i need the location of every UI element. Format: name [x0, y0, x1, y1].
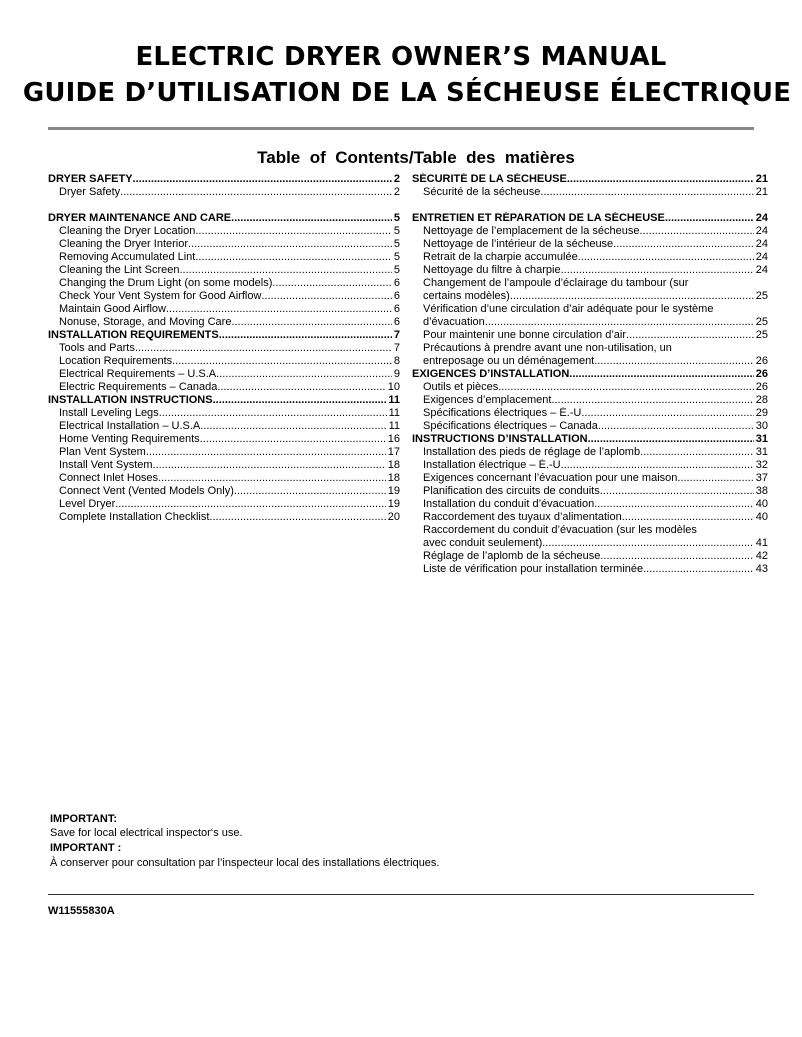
- toc-page-number: 5: [393, 238, 400, 250]
- toc-page-number: 25: [755, 316, 768, 328]
- toc-dot-leader: [594, 498, 754, 511]
- toc-entry[interactable]: [48, 420, 400, 433]
- toc-page-number: 18: [387, 459, 400, 471]
- toc-entry-label-continued: entreposage ou un déménagement: [423, 355, 595, 367]
- document-number: W11555830A: [48, 905, 115, 917]
- toc-entry-label: Location Requirements: [59, 355, 173, 367]
- toc-entry[interactable]: [412, 407, 768, 420]
- toc-dot-leader: [261, 290, 391, 303]
- manual-title-english: ELECTRIC DRYER OWNER’S MANUAL: [135, 42, 667, 72]
- toc-page-number: 19: [387, 498, 400, 510]
- toc-entry-label-continued: avec conduit seulement): [423, 537, 543, 549]
- toc-entry[interactable]: [48, 303, 400, 316]
- toc-entry-label: Exigences d’emplacement: [423, 394, 552, 406]
- toc-page-number: 29: [755, 407, 768, 419]
- toc-entry[interactable]: [412, 394, 768, 407]
- toc-dot-leader: [540, 186, 753, 199]
- toc-entry[interactable]: [412, 446, 768, 459]
- toc-dot-leader: [542, 537, 754, 550]
- toc-page-number: 19: [387, 485, 400, 497]
- toc-entry-label: Cleaning the Lint Screen: [59, 264, 180, 276]
- toc-page-number: 17: [387, 446, 400, 458]
- toc-dot-leader: [217, 381, 385, 394]
- toc-dot-leader: [564, 459, 754, 472]
- toc-page-number: 21: [755, 173, 768, 185]
- toc-entry-label: Spécifications électriques – É.-U.: [423, 407, 585, 419]
- toc-page-number: 18: [387, 472, 400, 484]
- toc-entry[interactable]: [412, 264, 768, 277]
- toc-entry[interactable]: [48, 407, 400, 420]
- toc-entry-label: Nettoyage de l’intérieur de la sécheuse: [423, 238, 614, 250]
- toc-dot-leader: [195, 225, 392, 238]
- toc-entry-label: Connect Vent (Vented Models Only): [59, 485, 234, 497]
- toc-dot-leader: [219, 368, 392, 381]
- important-text-french: À conserver pour consultation par l’inspecteur local des installations électriques.: [50, 857, 440, 869]
- toc-entry[interactable]: [412, 342, 768, 368]
- toc-page-number: 11: [388, 407, 400, 419]
- toc-page-number: 42: [755, 550, 768, 562]
- toc-dot-leader: [195, 251, 392, 264]
- toc-page-number: 28: [755, 394, 768, 406]
- toc-dot-leader: [626, 329, 754, 342]
- toc-entry-label: EXIGENCES D’INSTALLATION: [412, 368, 570, 380]
- toc-dot-leader: [120, 186, 392, 199]
- toc-entry-label: Check Your Vent System for Good Airflow: [59, 290, 262, 302]
- toc-entry[interactable]: [48, 472, 400, 485]
- toc-entry-label: DRYER MAINTENANCE AND CARE: [48, 212, 232, 224]
- toc-dot-leader: [498, 381, 754, 394]
- toc-entry-label: Nonuse, Storage, and Moving Care: [59, 316, 232, 328]
- toc-entry-label: INSTALLATION REQUIREMENTS: [48, 329, 219, 341]
- toc-page-number: 10: [387, 381, 400, 393]
- toc-page-number: 9: [393, 368, 400, 380]
- toc-entry-label: Pour maintenir une bonne circulation d’air: [423, 329, 627, 341]
- toc-entry[interactable]: [48, 368, 400, 381]
- toc-dot-leader: [598, 420, 754, 433]
- toc-page-number: 41: [755, 537, 768, 549]
- toc-dot-leader: [115, 498, 386, 511]
- toc-entry-label: Dryer Safety: [59, 186, 121, 198]
- toc-dot-leader: [172, 355, 392, 368]
- toc-entry-label: Nettoyage de l’emplacement de la sécheuse: [423, 225, 640, 237]
- toc-entry[interactable]: [412, 303, 768, 329]
- toc-entry-label: Installation du conduit d’évacuation: [423, 498, 595, 510]
- toc-page-number: 31: [755, 433, 768, 445]
- toc-page-number: 5: [393, 264, 400, 276]
- toc-entry[interactable]: [412, 511, 768, 524]
- important-heading-french: IMPORTANT :: [50, 842, 122, 854]
- toc-page-number: 31: [755, 446, 768, 458]
- toc-entry[interactable]: [412, 459, 768, 472]
- toc-entry[interactable]: [48, 342, 400, 355]
- toc-page-number: 24: [755, 264, 768, 276]
- toc-entry-label: Tools and Parts: [59, 342, 135, 354]
- toc-title: Table of Contents/Table des matières: [257, 148, 575, 167]
- toc-page-number: 6: [393, 316, 400, 328]
- toc-spacer: [412, 199, 768, 212]
- toc-entry-label: Electrical Requirements – U.S.A.: [59, 368, 220, 380]
- toc-page-number: 11: [388, 394, 400, 406]
- toc-page-number: 37: [755, 472, 768, 484]
- toc-page-number: 38: [755, 485, 768, 497]
- toc-dot-leader: [561, 264, 754, 277]
- toc-column-french: [412, 173, 768, 576]
- toc-entry-label: Maintain Good Airflow: [59, 303, 166, 315]
- toc-page-number: 7: [393, 329, 400, 341]
- toc-entry-label: Précautions à prendre avant une non-utilisation, un: [423, 342, 672, 354]
- toc-entry[interactable]: [48, 277, 400, 290]
- toc-dot-leader: [200, 433, 386, 446]
- toc-entry[interactable]: [48, 355, 400, 368]
- toc-entry-label: Retrait de la charpie accumulée: [423, 251, 578, 263]
- toc-dot-leader: [231, 316, 391, 329]
- toc-entry[interactable]: [412, 381, 768, 394]
- toc-page-number: 43: [755, 563, 768, 575]
- toc-section-heading[interactable]: [412, 368, 768, 381]
- toc-entry-label: Electric Requirements – Canada: [59, 381, 218, 393]
- header-divider: [48, 127, 754, 130]
- toc-entry[interactable]: [48, 511, 400, 524]
- toc-entry[interactable]: [48, 251, 400, 264]
- toc-page-number: 16: [387, 433, 400, 445]
- toc-dot-leader: [213, 394, 387, 407]
- toc-entry-label: DRYER SAFETY: [48, 173, 133, 185]
- toc-dot-leader: [567, 173, 754, 186]
- toc-page-number: 24: [755, 238, 768, 250]
- toc-entry-label: Installation des pieds de réglage de l’aplomb: [423, 446, 641, 458]
- toc-dot-leader: [219, 329, 392, 342]
- toc-entry-label: Raccordement des tuyaux d’alimentation: [423, 511, 622, 523]
- toc-dot-leader: [584, 407, 753, 420]
- toc-entry[interactable]: [412, 277, 768, 303]
- toc-section-heading[interactable]: [48, 173, 400, 186]
- toc-entry-label: Changement de l’ampoule d’éclairage du tambour (sur: [423, 277, 689, 289]
- toc-entry[interactable]: [412, 472, 768, 485]
- toc-entry[interactable]: [412, 251, 768, 264]
- toc-entry[interactable]: [412, 550, 768, 563]
- toc-dot-leader: [166, 303, 392, 316]
- toc-dot-leader: [188, 238, 392, 251]
- footer-divider: [48, 894, 754, 895]
- toc-page-number: 21: [755, 186, 768, 198]
- toc-section-heading[interactable]: [412, 433, 768, 446]
- toc-page-number: 11: [388, 420, 400, 432]
- toc-entry-label-continued: certains modèles): [423, 290, 510, 302]
- toc-entry-label: Install Vent System: [59, 459, 153, 471]
- important-heading-english: IMPORTANT:: [50, 813, 118, 825]
- toc-entry[interactable]: [412, 485, 768, 498]
- toc-section-heading[interactable]: [412, 212, 768, 225]
- toc-entry-label: Vérification d’une circulation d’air adéquate pour le système: [423, 303, 714, 315]
- toc-entry-label: Cleaning the Dryer Location: [59, 225, 196, 237]
- toc-entry-label: Réglage de l’aplomb de la sécheuse: [423, 550, 601, 562]
- toc-dot-leader: [209, 511, 385, 524]
- toc-entry[interactable]: [48, 186, 400, 199]
- toc-page-number: 8: [393, 355, 400, 367]
- toc-dot-leader: [135, 342, 392, 355]
- important-text-english: Save for local electrical inspector‘s use.: [50, 827, 243, 839]
- toc-entry-label: INSTALLATION INSTRUCTIONS: [48, 394, 213, 406]
- toc-page-number: 24: [755, 212, 768, 224]
- toc-entry[interactable]: [412, 186, 768, 199]
- toc-entry[interactable]: [412, 420, 768, 433]
- toc-entry-label: Liste de vérification pour installation terminée: [423, 563, 644, 575]
- toc-entry[interactable]: [48, 225, 400, 238]
- toc-entry-label: Exigences concernant l’évacuation pour une maison: [423, 472, 678, 484]
- toc-dot-leader: [179, 264, 391, 277]
- toc-spacer: [48, 199, 400, 212]
- toc-entry-label: Plan Vent System: [59, 446, 146, 458]
- toc-entry-label: Nettoyage du filtre à charpie: [423, 264, 561, 276]
- toc-page-number: 6: [393, 303, 400, 315]
- toc-dot-leader: [677, 472, 753, 485]
- toc-dot-leader: [272, 277, 391, 290]
- toc-entry-label: Connect Inlet Hoses: [59, 472, 159, 484]
- toc-entry-label-continued: d’évacuation: [423, 316, 485, 328]
- toc-entry[interactable]: [412, 524, 768, 550]
- toc-page-number: 40: [755, 498, 768, 510]
- toc-page-number: 7: [393, 342, 400, 354]
- toc-dot-leader: [588, 433, 754, 446]
- toc-entry-label: Raccordement du conduit d’évacuation (sur les modèles: [423, 524, 697, 536]
- toc-entry[interactable]: [48, 238, 400, 251]
- toc-dot-leader: [600, 485, 754, 498]
- toc-dot-leader: [569, 368, 753, 381]
- toc-page-number: 5: [393, 212, 400, 224]
- toc-entry[interactable]: [48, 498, 400, 511]
- toc-section-heading[interactable]: [48, 212, 400, 225]
- toc-entry-label: Cleaning the Dryer Interior: [59, 238, 189, 250]
- toc-entry-label: Complete Installation Checklist: [59, 511, 210, 523]
- toc-entry-label: Home Venting Requirements: [59, 433, 200, 445]
- toc-page-number: 20: [387, 511, 400, 523]
- toc-entry-label: ENTRETIEN ET RÉPARATION DE LA SÉCHEUSE: [412, 212, 665, 224]
- toc-dot-leader: [622, 511, 754, 524]
- toc-dot-leader: [510, 290, 754, 303]
- toc-page-number: 40: [755, 511, 768, 523]
- toc-entry[interactable]: [48, 459, 400, 472]
- toc-dot-leader: [551, 394, 753, 407]
- toc-page-number: 5: [393, 251, 400, 263]
- toc-entry-label: Sécurité de la sécheuse: [423, 186, 541, 198]
- toc-dot-leader: [158, 472, 386, 485]
- toc-entry[interactable]: [412, 498, 768, 511]
- toc-dot-leader: [485, 316, 754, 329]
- toc-entry[interactable]: [412, 329, 768, 342]
- toc-page-number: 6: [393, 290, 400, 302]
- toc-section-heading[interactable]: [48, 394, 400, 407]
- toc-column-english: [48, 173, 400, 524]
- toc-entry[interactable]: [48, 446, 400, 459]
- toc-entry-label: Planification des circuits de conduits: [423, 485, 600, 497]
- toc-dot-leader: [639, 225, 753, 238]
- toc-page-number: 2: [393, 173, 400, 185]
- toc-page-number: 6: [393, 277, 400, 289]
- toc-page-number: 32: [755, 459, 768, 471]
- toc-entry-label: Level Dryer: [59, 498, 116, 510]
- toc-entry-label: Install Leveling Legs: [59, 407, 159, 419]
- toc-entry-label: Installation électrique – É.-U.: [423, 459, 564, 471]
- toc-dot-leader: [640, 446, 754, 459]
- toc-dot-leader: [133, 173, 392, 186]
- toc-entry[interactable]: [48, 381, 400, 394]
- toc-section-heading[interactable]: [412, 173, 768, 186]
- toc-dot-leader: [594, 355, 754, 368]
- toc-entry[interactable]: [412, 225, 768, 238]
- toc-page-number: 26: [755, 368, 768, 380]
- toc-entry-label: SÉCURITÉ DE LA SÉCHEUSE: [412, 173, 567, 185]
- toc-entry-label: INSTRUCTIONS D’INSTALLATION: [412, 433, 588, 445]
- toc-page-number: 26: [755, 381, 768, 393]
- toc-entry-label: Changing the Drum Light (on some models): [59, 277, 273, 289]
- toc-dot-leader: [231, 212, 392, 225]
- toc-entry-label: Electrical Installation – U.S.A.: [59, 420, 204, 432]
- toc-entry[interactable]: [48, 485, 400, 498]
- toc-entry[interactable]: [48, 316, 400, 329]
- toc-dot-leader: [578, 251, 754, 264]
- toc-page-number: 24: [755, 251, 768, 263]
- toc-section-heading[interactable]: [48, 329, 400, 342]
- toc-dot-leader: [153, 459, 386, 472]
- toc-entry-label: Spécifications électriques – Canada: [423, 420, 598, 432]
- toc-dot-leader: [613, 238, 754, 251]
- toc-page-number: 26: [755, 355, 768, 367]
- toc-dot-leader: [146, 446, 386, 459]
- toc-page-number: 5: [393, 225, 400, 237]
- toc-entry[interactable]: [48, 264, 400, 277]
- toc-dot-leader: [600, 550, 753, 563]
- toc-entry[interactable]: [412, 238, 768, 251]
- toc-dot-leader: [159, 407, 387, 420]
- toc-entry[interactable]: [48, 290, 400, 303]
- toc-dot-leader: [234, 485, 386, 498]
- toc-page-number: 25: [755, 329, 768, 341]
- toc-entry-label: Outils et pièces: [423, 381, 499, 393]
- toc-page-number: 25: [755, 290, 768, 302]
- toc-dot-leader: [643, 563, 754, 576]
- toc-dot-leader: [665, 212, 754, 225]
- manual-title-french: GUIDE D’UTILISATION DE LA SÉCHEUSE ÉLECTRIQUE: [22, 78, 792, 108]
- toc-entry[interactable]: [48, 433, 400, 446]
- toc-page-number: 24: [755, 225, 768, 237]
- toc-page-number: 30: [755, 420, 768, 432]
- toc-dot-leader: [203, 420, 386, 433]
- toc-entry-label: Removing Accumulated Lint: [59, 251, 196, 263]
- toc-entry[interactable]: [412, 563, 768, 576]
- toc-page-number: 2: [393, 186, 400, 198]
